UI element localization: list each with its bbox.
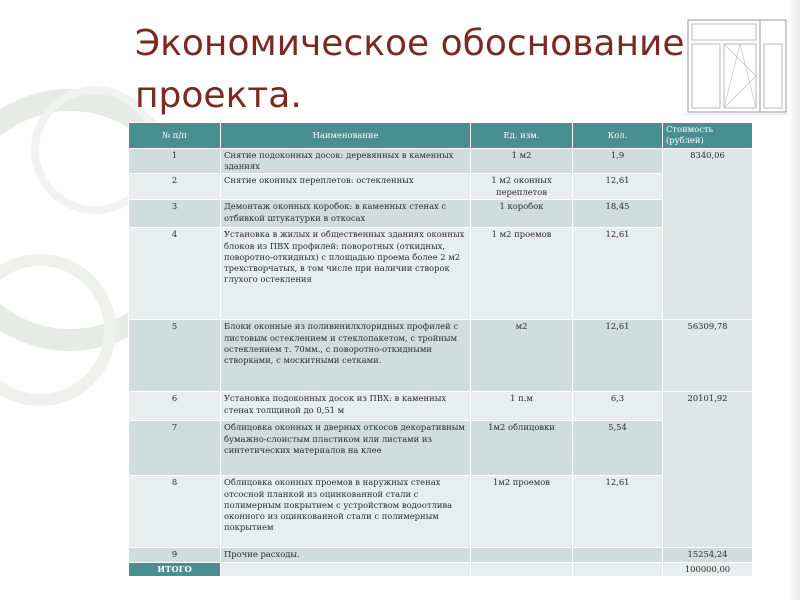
row-qty: 5,54: [573, 421, 663, 476]
table-row: [129, 228, 753, 320]
header-name: Наименование: [221, 123, 471, 149]
table-row: [129, 320, 753, 392]
row-unit: 1м2 облицовки: [471, 421, 573, 476]
row-qty: 6,3: [573, 392, 663, 421]
cost-group-5: 56309,78: [663, 320, 753, 392]
cost-group-1-4: 8340,06: [663, 149, 753, 320]
row-name: Прочие расходы.: [221, 548, 471, 562]
total-empty-name: [221, 562, 471, 576]
row-name: Блоки оконные из поливинилхлоридных профилей с листовым остеклением и стеклопакетом, с тройным остеклением т. 70мм., с поворотно-откидными створками, с москитными сетками.: [221, 320, 471, 392]
row-name: Демонтаж оконных коробок: в каменных стенах с отбивкой штукатурки в откосах: [221, 200, 471, 228]
row-name: Установка подоконных досок из ПВХ: в каменных стенах толщиной до 0,51 м: [221, 392, 471, 421]
row-num: 8: [129, 476, 221, 548]
row-unit: 1 п.м: [471, 392, 573, 421]
row-qty: 1,9: [573, 149, 663, 174]
header-cost: Стоимость (рублей): [663, 123, 753, 149]
row-unit: 1 м2: [471, 149, 573, 174]
header-num: № п/п: [129, 123, 221, 149]
total-label: ИТОГО: [129, 562, 221, 576]
table-row: [129, 174, 753, 200]
total-empty-unit: [471, 562, 573, 576]
row-num: 3: [129, 200, 221, 228]
row-num: 2: [129, 174, 221, 200]
table-row: [129, 200, 753, 228]
cost-table: [128, 122, 753, 577]
window-diagram-image: [684, 16, 794, 116]
row-unit: [471, 548, 573, 562]
row-num: 1: [129, 149, 221, 174]
row-num: 7: [129, 421, 221, 476]
row-name: Установка в жилых и общественных зданиях оконных блоков из ПВХ профилей: поворотных (откидных, поворотно-откидных) с площадью проема более 2 м2 трехстворчатых, в том числе при наличии створок глухого остекления: [221, 228, 471, 320]
table-row: [129, 149, 753, 174]
table-header-row: [129, 123, 753, 149]
row-qty: 12,61: [573, 320, 663, 392]
row-unit: м2: [471, 320, 573, 392]
table-row: [129, 548, 753, 562]
row-unit: 1 м2 оконных переплетов: [471, 174, 573, 200]
row-name: Снятие оконных переплетов: остекленных: [221, 174, 471, 200]
cost-row-9: 15254,24: [663, 548, 753, 562]
row-unit: 1м2 проемов: [471, 476, 573, 548]
row-qty: [573, 548, 663, 562]
table-row: [129, 392, 753, 421]
row-num: 9: [129, 548, 221, 562]
row-unit: 1 коробок: [471, 200, 573, 228]
row-name: Снятие подоконных досок: деревянных в каменных зданиях: [221, 149, 471, 174]
row-qty: 12,61: [573, 476, 663, 548]
slide-title: Экономическое обоснование проекта.: [135, 23, 685, 116]
total-value: 100000,00: [663, 562, 753, 576]
row-qty: 18,45: [573, 200, 663, 228]
row-unit: 1 м2 проемов: [471, 228, 573, 320]
total-empty-qty: [573, 562, 663, 576]
total-row: [129, 562, 753, 576]
row-name: Облицовка оконных и дверных откосов декоративным бумажно-слоистым пластиком или листами из синтетических материалов на клее: [221, 421, 471, 476]
row-num: 6: [129, 392, 221, 421]
cost-group-6-8: 20101,92: [663, 392, 753, 548]
table-row: [129, 476, 753, 548]
row-qty: 12,61: [573, 228, 663, 320]
row-name: Облицовка оконных проемов в наружных стенах отсосной планкой из оцинкованной стали с полимерным покрытием с устройством водоотлива оконного из оцинкованной стали с полимерным покрытием: [221, 476, 471, 548]
header-qty: Кол.: [573, 123, 663, 149]
header-unit: Ед. изм.: [471, 123, 573, 149]
table-row: [129, 421, 753, 476]
row-num: 4: [129, 228, 221, 320]
row-num: 5: [129, 320, 221, 392]
row-qty: 12,61: [573, 174, 663, 200]
